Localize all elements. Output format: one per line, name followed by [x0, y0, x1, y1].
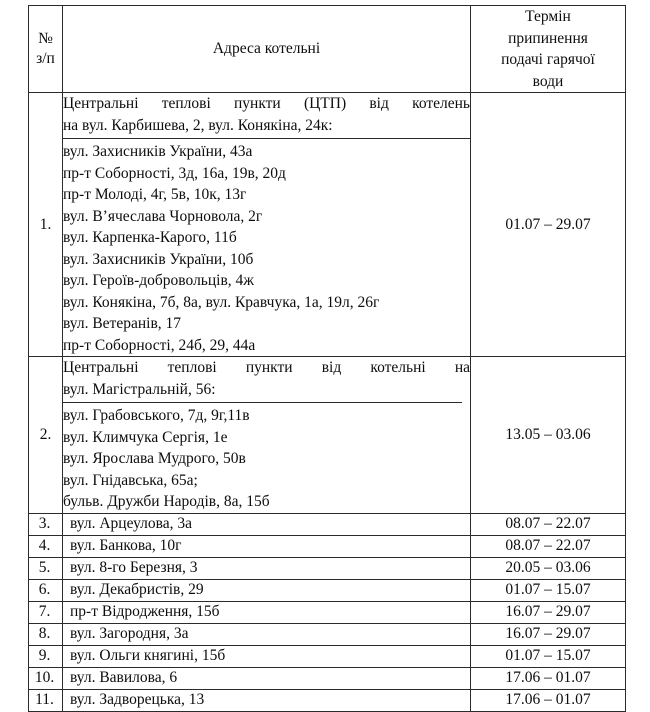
row-number: 11.: [29, 689, 63, 711]
header-row: [29, 6, 626, 93]
list-item: вул. Героїв-добровольців, 4ж: [63, 272, 255, 289]
list-item: вул. Захисників України, 43а: [63, 143, 253, 160]
list-item: вул. Климчука Сергія, 1е: [63, 428, 228, 446]
column-header-number-line1: №: [38, 30, 53, 47]
list-item: бульв. Дружби Народів, 8а, 15б: [63, 493, 270, 510]
row-term: 01.07 – 29.07: [471, 93, 626, 357]
table-row: [29, 93, 626, 357]
row-number: 5.: [29, 557, 63, 579]
list-item: вул. Захисників України, 10б: [63, 250, 254, 268]
row-address: пр-т Відродження, 15б: [63, 601, 471, 623]
row-number: 7.: [29, 601, 63, 623]
row-term: 16.07 – 29.07: [471, 623, 626, 645]
row-number: 3.: [29, 513, 63, 535]
table-row: [29, 667, 626, 689]
row-address: вул. Декабристів, 29: [63, 579, 471, 601]
row-address: вул. Арцеулова, 3а: [63, 513, 471, 535]
row-address: вул. Загородня, 3а: [63, 623, 471, 645]
list-item: вул. Грабовського, 7д, 9г,11в: [63, 407, 250, 424]
row-term: 16.07 – 29.07: [471, 601, 626, 623]
group-heading: [63, 357, 470, 401]
address-list: [63, 405, 470, 513]
table-row: [29, 513, 626, 535]
list-item: вул. Гнідавська, 65а;: [63, 471, 198, 489]
table-row: [29, 357, 626, 514]
table-row: [29, 689, 626, 711]
row-term: 08.07 – 22.07: [471, 535, 626, 557]
list-item: пр-т Соборності, 3д, 16а, 19в, 20д: [63, 164, 286, 182]
column-header-term: [471, 6, 626, 93]
table-row: [29, 535, 626, 557]
row-term: 17.06 – 01.07: [471, 689, 626, 711]
row-number: 10.: [29, 667, 63, 689]
row-number: 9.: [29, 645, 63, 667]
table-row: [29, 623, 626, 645]
row-address-group: [63, 357, 471, 514]
row-term: 01.07 – 15.07: [471, 579, 626, 601]
row-term: 17.06 – 01.07: [471, 667, 626, 689]
table-row: [29, 645, 626, 667]
row-address: вул. Задворецька, 13: [63, 689, 471, 711]
list-item: вул. Конякіна, 7б, 8а, вул. Кравчука, 1а, 19л, 26г: [63, 293, 380, 311]
row-number: 8.: [29, 623, 63, 645]
table-body: [29, 93, 626, 712]
group-heading-line2: вул. Магістральній, 56:: [63, 380, 216, 398]
row-address-group: [63, 93, 471, 357]
row-address: вул. Банкова, 10г: [63, 535, 471, 557]
column-header-term-line2: припинення: [508, 29, 588, 47]
column-header-address: Адреса котельні: [63, 6, 471, 93]
column-header-number: [29, 6, 63, 93]
hot-water-shutdown-schedule-table: [28, 5, 626, 712]
list-item: вул. В’ячеслава Чорновола, 2г: [63, 207, 263, 225]
row-number: 2.: [29, 357, 63, 514]
group-heading: [63, 93, 470, 137]
group-heading-line1: Центральні теплові пункти від котельні на: [63, 359, 470, 376]
list-item: вул. Карпенка-Карого, 11б: [63, 229, 237, 246]
row-address: вул. 8-го Березня, 3: [63, 557, 471, 579]
row-number: 1.: [29, 93, 63, 357]
row-number: 6.: [29, 579, 63, 601]
list-item: пр-т Соборності, 24б, 29, 44а: [63, 336, 256, 354]
row-address: вул. Вавилова, 6: [63, 667, 471, 689]
table-row: [29, 557, 626, 579]
column-header-term-line4: води: [532, 72, 564, 90]
table-row: [29, 579, 626, 601]
list-item: вул. Ветеранів, 17: [63, 315, 182, 332]
group-heading-line1: Центральні теплові пункти (ЦТП) від котелень: [63, 95, 470, 112]
row-term: 20.05 – 03.06: [471, 557, 626, 579]
row-term: 13.05 – 03.06: [471, 357, 626, 514]
column-header-number-line2: з/п: [36, 50, 55, 67]
row-term: 08.07 – 22.07: [471, 513, 626, 535]
table-row: [29, 601, 626, 623]
row-number: 4.: [29, 535, 63, 557]
column-header-term-line3: подачі гарячої: [501, 51, 595, 68]
group-heading-divider: [63, 138, 470, 139]
list-item: вул. Ярослава Мудрого, 50в: [63, 450, 246, 467]
table-header: [29, 6, 626, 93]
group-heading-divider: [63, 402, 462, 403]
column-header-term-line1: Термін: [525, 8, 571, 25]
row-address: вул. Ольги княгині, 15б: [63, 645, 471, 667]
list-item: пр-т Молоді, 4г, 5в, 10к, 13г: [63, 186, 247, 203]
address-list: [63, 141, 470, 356]
row-term: 01.07 – 15.07: [471, 645, 626, 667]
group-heading-line2: на вул. Карбишева, 2, вул. Конякіна, 24к:: [63, 116, 333, 134]
